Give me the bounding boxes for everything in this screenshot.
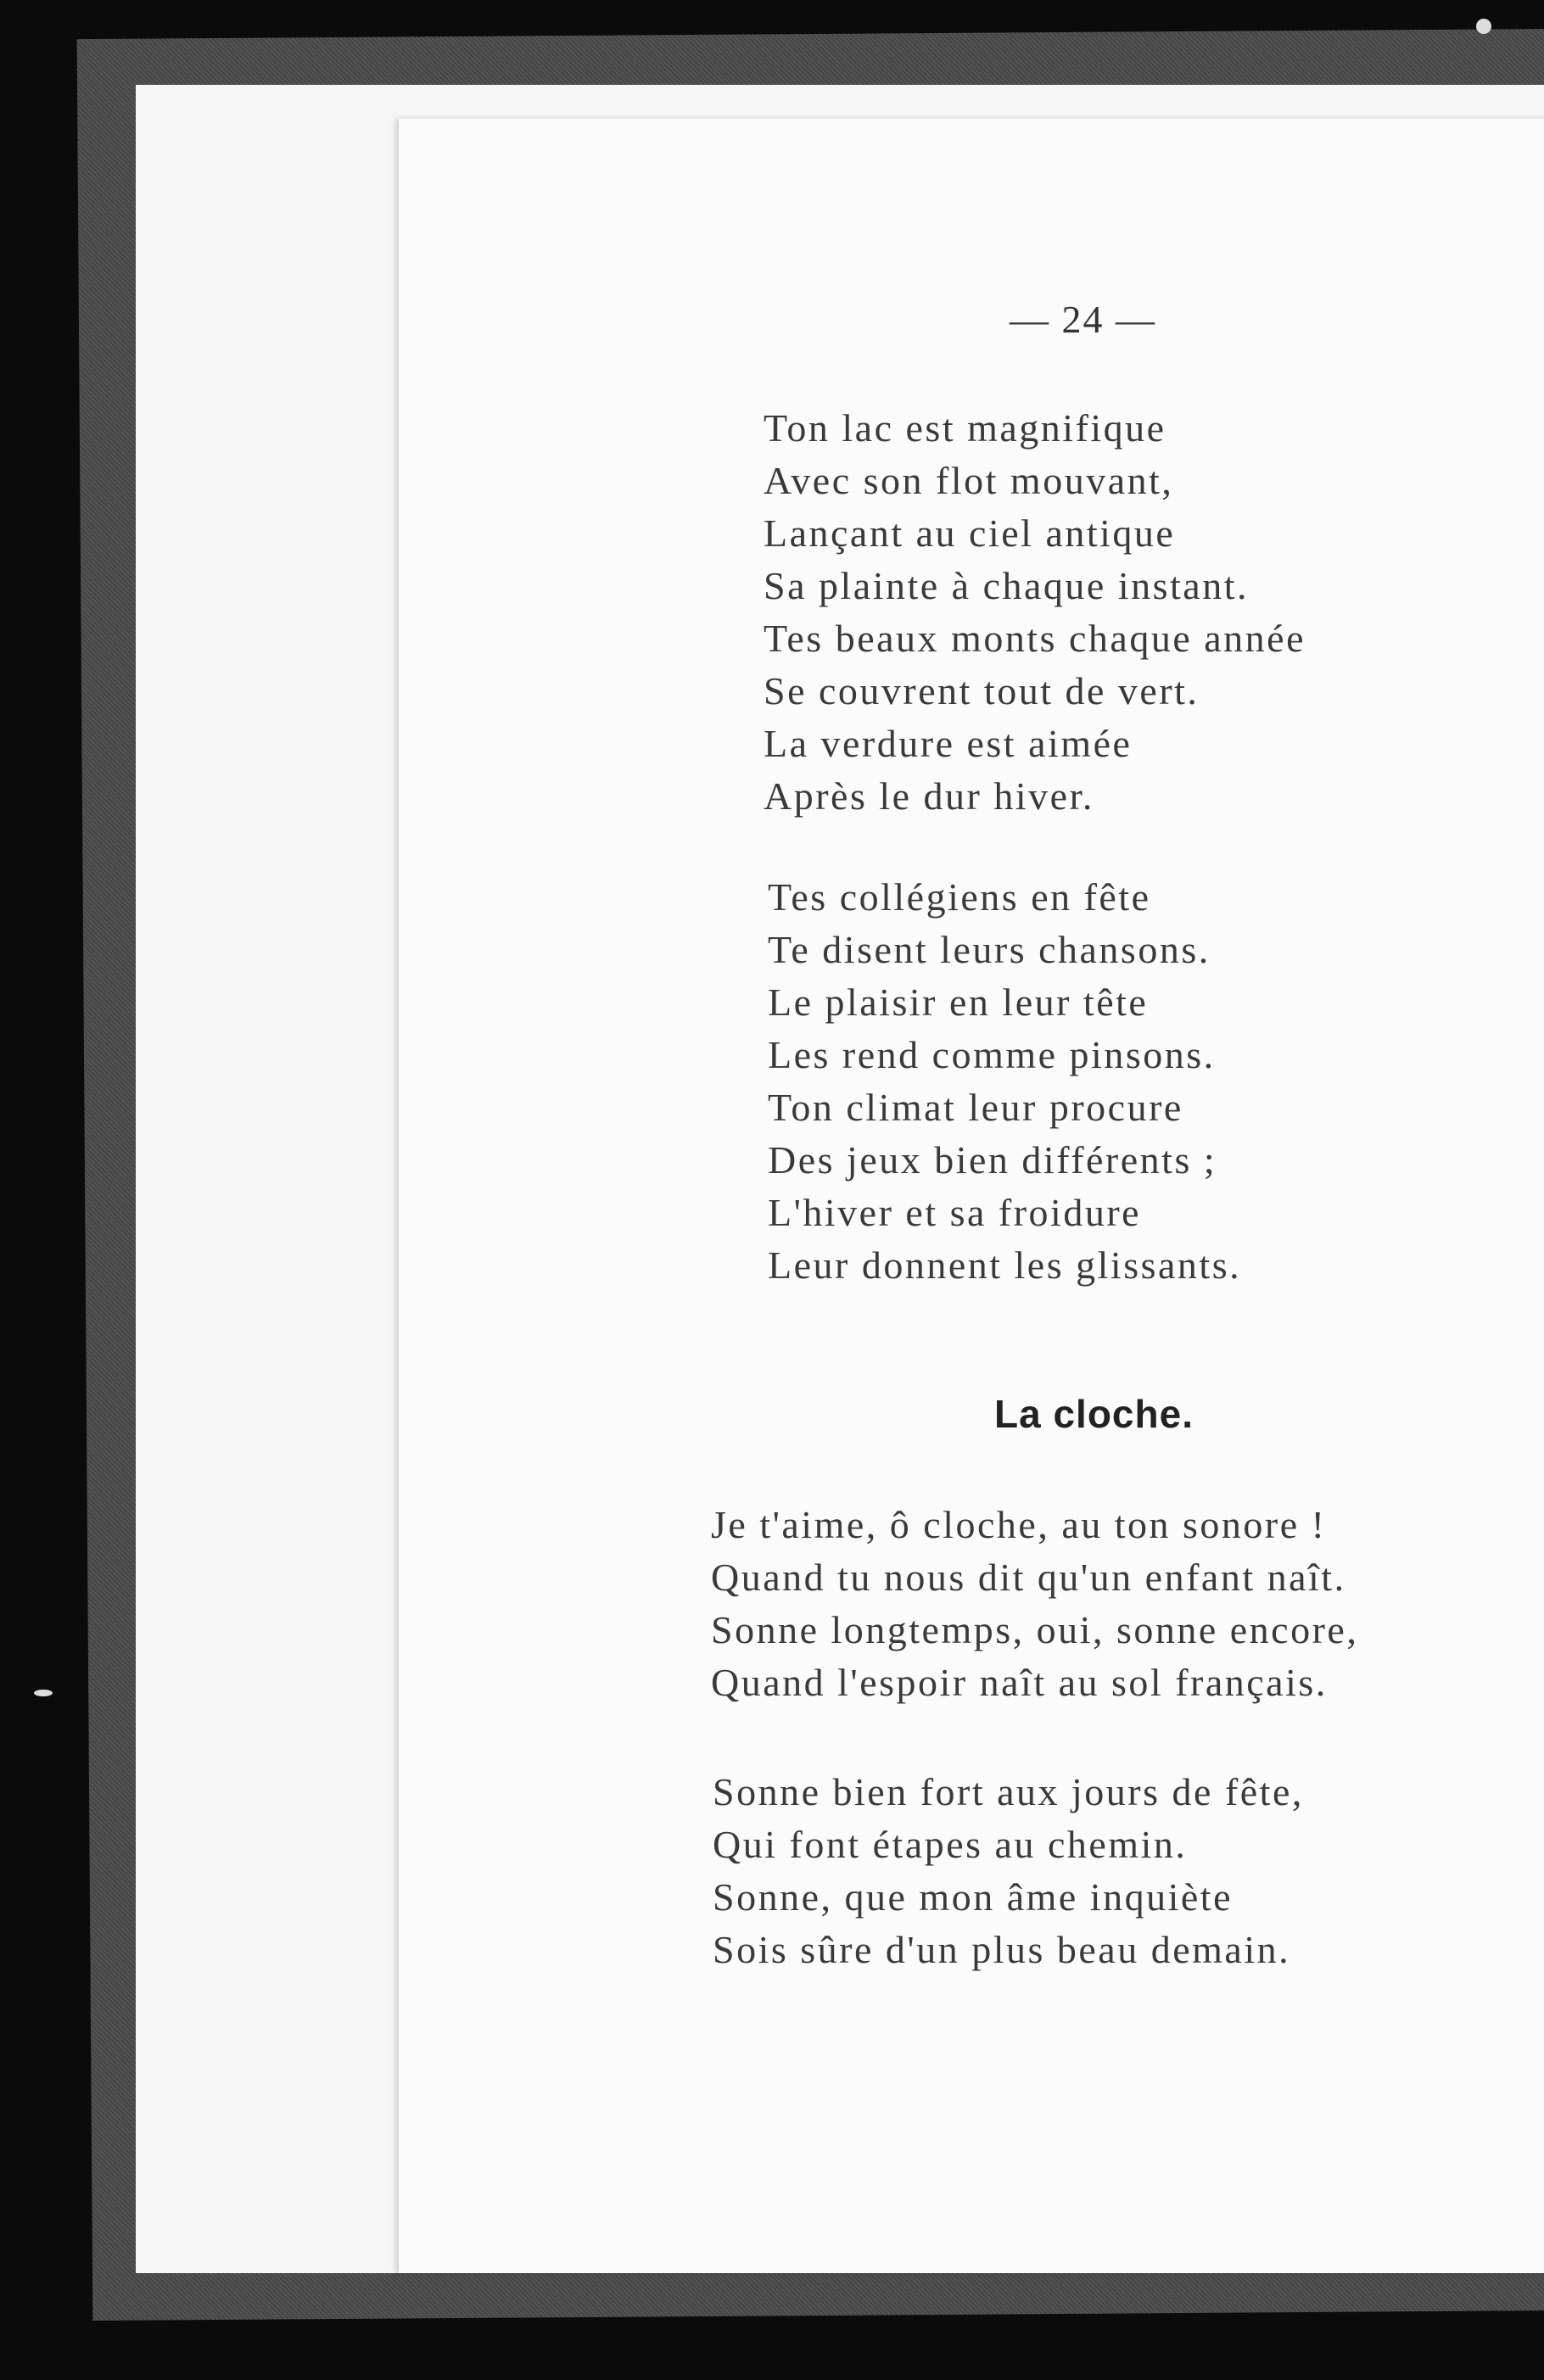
verse-line: Sois sûre d'un plus beau demain. [713, 1928, 1291, 1971]
poem-title: La cloche. [994, 1392, 1194, 1436]
stanza [713, 1766, 1304, 1976]
verse-line: Quand tu nous dit qu'un enfant naît. [711, 1556, 1346, 1599]
verse-line: Des jeux bien différents ; [768, 1138, 1217, 1182]
verse-line: Tes collégiens en fête [768, 875, 1151, 919]
verse-line: Ton climat leur procure [768, 1086, 1183, 1129]
stanza [711, 1499, 1358, 1709]
dust-speck [1476, 19, 1491, 34]
verse-line: Sonne longtemps, oui, sonne encore, [711, 1608, 1359, 1651]
verse-line: Ton lac est magnifique [764, 406, 1166, 450]
verse-line: L'hiver et sa froidure [768, 1191, 1142, 1234]
verse-line: Leur donnent les glissants. [768, 1243, 1242, 1287]
verse-line: Te disent leurs chansons. [768, 928, 1211, 971]
verse-line: Qui font étapes au chemin. [713, 1823, 1188, 1866]
verse-line: Lançant au ciel antique [764, 511, 1176, 555]
verse-line: Le plaisir en leur tête [768, 980, 1149, 1024]
verse-line: Sonne bien fort aux jours de fête, [713, 1770, 1304, 1813]
verse-line: Quand l'espoir naît au sol français. [711, 1661, 1328, 1704]
verse-line: Je t'aime, ô cloche, au ton sonore ! [711, 1503, 1327, 1546]
verse-line: Sonne, que mon âme inquiète [713, 1875, 1233, 1919]
verse-line: Sa plainte à chaque instant. [764, 564, 1250, 607]
page-number: — 24 — [1010, 298, 1156, 341]
verse-line: Avec son flot mouvant, [764, 459, 1174, 502]
stanza [764, 402, 1306, 823]
verse-line: Se couvrent tout de vert. [764, 669, 1200, 712]
verse-line: La verdure est aimée [764, 722, 1133, 765]
verse-line: Tes beaux monts chaque année [764, 617, 1306, 660]
verse-line: Les rend comme pinsons. [768, 1033, 1216, 1076]
dust-speck [34, 1690, 53, 1696]
verse-line: Après le dur hiver. [764, 774, 1094, 818]
stanza [768, 871, 1241, 1292]
